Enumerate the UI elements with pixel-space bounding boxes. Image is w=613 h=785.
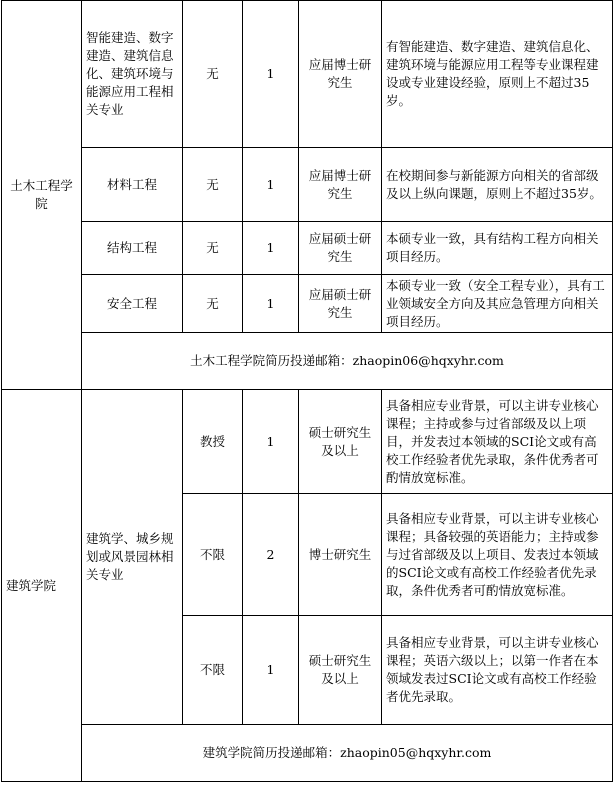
requirement-cell: 具备相应专业背景，可以主讲专业核心课程；英语六级以上；以第一作者在本领域发表过SCI论文或有高校工作经验者优先录取。 [382, 616, 613, 725]
count-cell: 1 [243, 275, 299, 333]
major-cell: 安全工程 [82, 275, 183, 333]
table-row [2, 333, 613, 390]
major-cell: 结构工程 [82, 222, 183, 275]
college-cell: 土木工程学院 [2, 1, 82, 390]
requirement-cell: 本硕专业一致，具有结构工程方向相关项目经历。 [382, 222, 613, 275]
count-cell: 1 [243, 616, 299, 725]
title-cell: 无 [183, 275, 243, 333]
requirement-cell: 有智能建造、数字建造、建筑信息化、建筑环境与能源应用工程等专业课程建设或专业建设经验，原则上不超过35岁。 [382, 1, 613, 148]
title-cell: 无 [183, 1, 243, 148]
table-row [2, 148, 613, 222]
major-cell: 建筑学、城乡规划或风景园林相关专业 [82, 390, 183, 725]
degree-cell: 应届硕士研究生 [299, 275, 382, 333]
recruitment-table [1, 0, 613, 782]
requirement-cell: 在校期间参与新能源方向相关的省部级及以上纵向课题，原则上不超过35岁。 [382, 148, 613, 222]
table-row [2, 222, 613, 275]
count-cell: 1 [243, 148, 299, 222]
count-cell: 1 [243, 1, 299, 148]
table-row [2, 1, 613, 148]
title-cell: 不限 [183, 616, 243, 725]
title-cell: 无 [183, 222, 243, 275]
degree-cell: 应届博士研究生 [299, 1, 382, 148]
degree-cell: 应届博士研究生 [299, 148, 382, 222]
college-cell: 建筑学院 [2, 390, 82, 782]
major-cell: 材料工程 [82, 148, 183, 222]
email-note: 建筑学院简历投递邮箱：zhaopin05@hqxyhr.com [82, 725, 613, 782]
degree-cell: 硕士研究生及以上 [299, 390, 382, 494]
degree-cell: 博士研究生 [299, 494, 382, 616]
email-note: 土木工程学院简历投递邮箱：zhaopin06@hqxyhr.com [82, 333, 613, 390]
title-cell: 不限 [183, 494, 243, 616]
major-cell: 智能建造、数字建造、建筑信息化、建筑环境与能源应用工程相关专业 [82, 1, 183, 148]
title-cell: 无 [183, 148, 243, 222]
count-cell: 2 [243, 494, 299, 616]
table-row [2, 725, 613, 782]
table-row [2, 275, 613, 333]
title-cell: 教授 [183, 390, 243, 494]
requirement-cell: 本硕专业一致（安全工程专业），具有工业领域安全方向及其应急管理方向相关项目经历。 [382, 275, 613, 333]
requirement-cell: 具备相应专业背景，可以主讲专业核心课程；主持或参与过省部级及以上项目，并发表过本领域的SCI论文或有高校工作经验者优先录取，条件优秀者可酌情放宽标准。 [382, 390, 613, 494]
degree-cell: 硕士研究生及以上 [299, 616, 382, 725]
degree-cell: 应届硕士研究生 [299, 222, 382, 275]
count-cell: 1 [243, 390, 299, 494]
requirement-cell: 具备相应专业背景，可以主讲专业核心课程；具备较强的英语能力；主持或参与过省部级及以上项目、发表过本领域的SCI论文或有高校工作经验者优先录取，条件优秀者可酌情放宽标准。 [382, 494, 613, 616]
table-row [2, 390, 613, 494]
count-cell: 1 [243, 222, 299, 275]
